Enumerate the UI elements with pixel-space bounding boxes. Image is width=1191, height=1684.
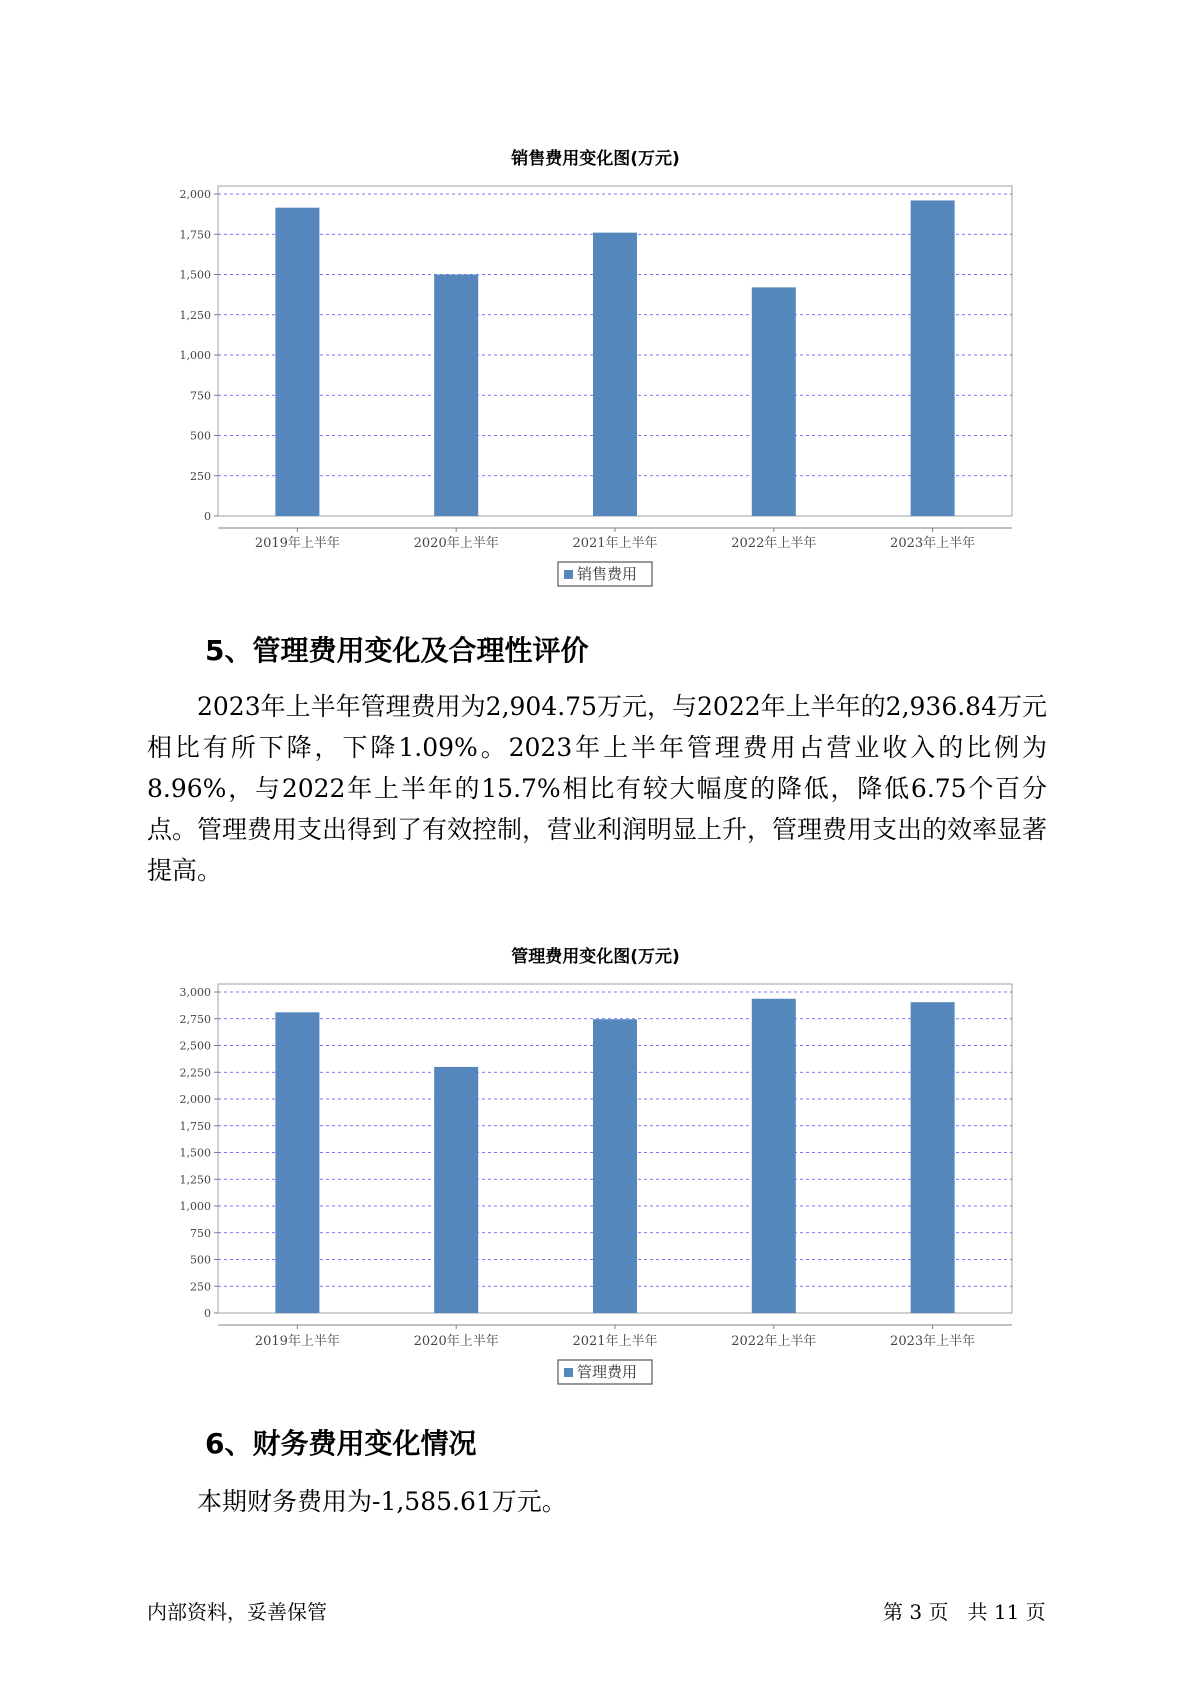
x-tick-label: 2019年上半年 xyxy=(254,1334,340,1349)
x-tick-label: 2019年上半年 xyxy=(254,536,340,551)
section-6-heading: 6、财务费用变化情况 xyxy=(205,1427,477,1460)
y-tick-label: 0 xyxy=(204,1307,211,1320)
footer-confidential-note: 内部资料，妥善保管 xyxy=(147,1600,327,1624)
section-6-paragraph: 本期财务费用为-1,585.61万元。 xyxy=(197,1487,567,1516)
y-tick-label: 1,250 xyxy=(179,308,211,322)
y-tick-label: 0 xyxy=(204,510,211,523)
legend-label: 管理费用 xyxy=(577,1363,638,1381)
chart-title-sales-expense: 销售费用变化图(万元) xyxy=(511,149,680,169)
y-tick-label: 500 xyxy=(190,1253,211,1267)
y-tick-label: 3,000 xyxy=(179,986,211,999)
y-tick-label: 750 xyxy=(190,1226,211,1240)
x-tick-label: 2023年上半年 xyxy=(890,1334,976,1349)
y-tick-label: 2,500 xyxy=(179,1039,211,1053)
y-tick-label: 2,000 xyxy=(179,188,211,201)
legend-label: 销售费用 xyxy=(577,565,638,583)
y-tick-label: 1,750 xyxy=(179,228,211,242)
y-tick-label: 2,250 xyxy=(179,1066,211,1080)
bar xyxy=(275,1012,319,1313)
y-tick-label: 500 xyxy=(190,429,211,443)
section-5-paragraph: 2023年上半年管理费用为2,904.75万元，与2022年上半年的2,936.84万元相比有所下降，下降1.09%。2023年上半年管理费用占营业收入的比例为8.96%，与2022年上半年的15.7%相比有较大幅度的降低，降低6.75个百分点。管理费用支出得到了有效控制，营业利润明显上升，管理费用支出的效率显著提高。 xyxy=(147,692,1048,885)
legend xyxy=(558,1360,652,1384)
x-tick-label: 2022年上半年 xyxy=(731,1334,817,1349)
bar xyxy=(434,1067,478,1313)
y-tick-label: 1,000 xyxy=(179,1200,211,1213)
x-tick-label: 2020年上半年 xyxy=(413,536,499,551)
legend-swatch xyxy=(564,1368,573,1377)
y-tick-label: 2,750 xyxy=(179,1012,211,1026)
y-tick-label: 250 xyxy=(190,1280,211,1294)
section-5-heading: 5、管理费用变化及合理性评价 xyxy=(205,634,589,667)
y-tick-label: 1,250 xyxy=(179,1173,211,1187)
x-tick-label: 2022年上半年 xyxy=(731,536,817,551)
bar xyxy=(593,1019,637,1313)
y-tick-label: 1,000 xyxy=(179,349,211,362)
y-tick-label: 750 xyxy=(190,389,211,403)
y-tick-label: 250 xyxy=(190,469,211,483)
chart-title-admin-expense: 管理费用变化图(万元) xyxy=(511,947,680,967)
bar xyxy=(911,1002,955,1313)
y-tick-label: 1,500 xyxy=(179,268,211,282)
footer-page-number: 第 3 页 共 11 页 xyxy=(883,1600,1046,1624)
bar xyxy=(752,999,796,1313)
y-tick-label: 1,500 xyxy=(179,1146,211,1160)
x-tick-label: 2021年上半年 xyxy=(572,1334,658,1349)
x-tick-label: 2021年上半年 xyxy=(572,536,658,551)
y-tick-label: 2,000 xyxy=(179,1093,211,1106)
x-tick-label: 2023年上半年 xyxy=(890,536,976,551)
x-tick-label: 2020年上半年 xyxy=(413,1334,499,1349)
y-tick-label: 1,750 xyxy=(179,1119,211,1133)
